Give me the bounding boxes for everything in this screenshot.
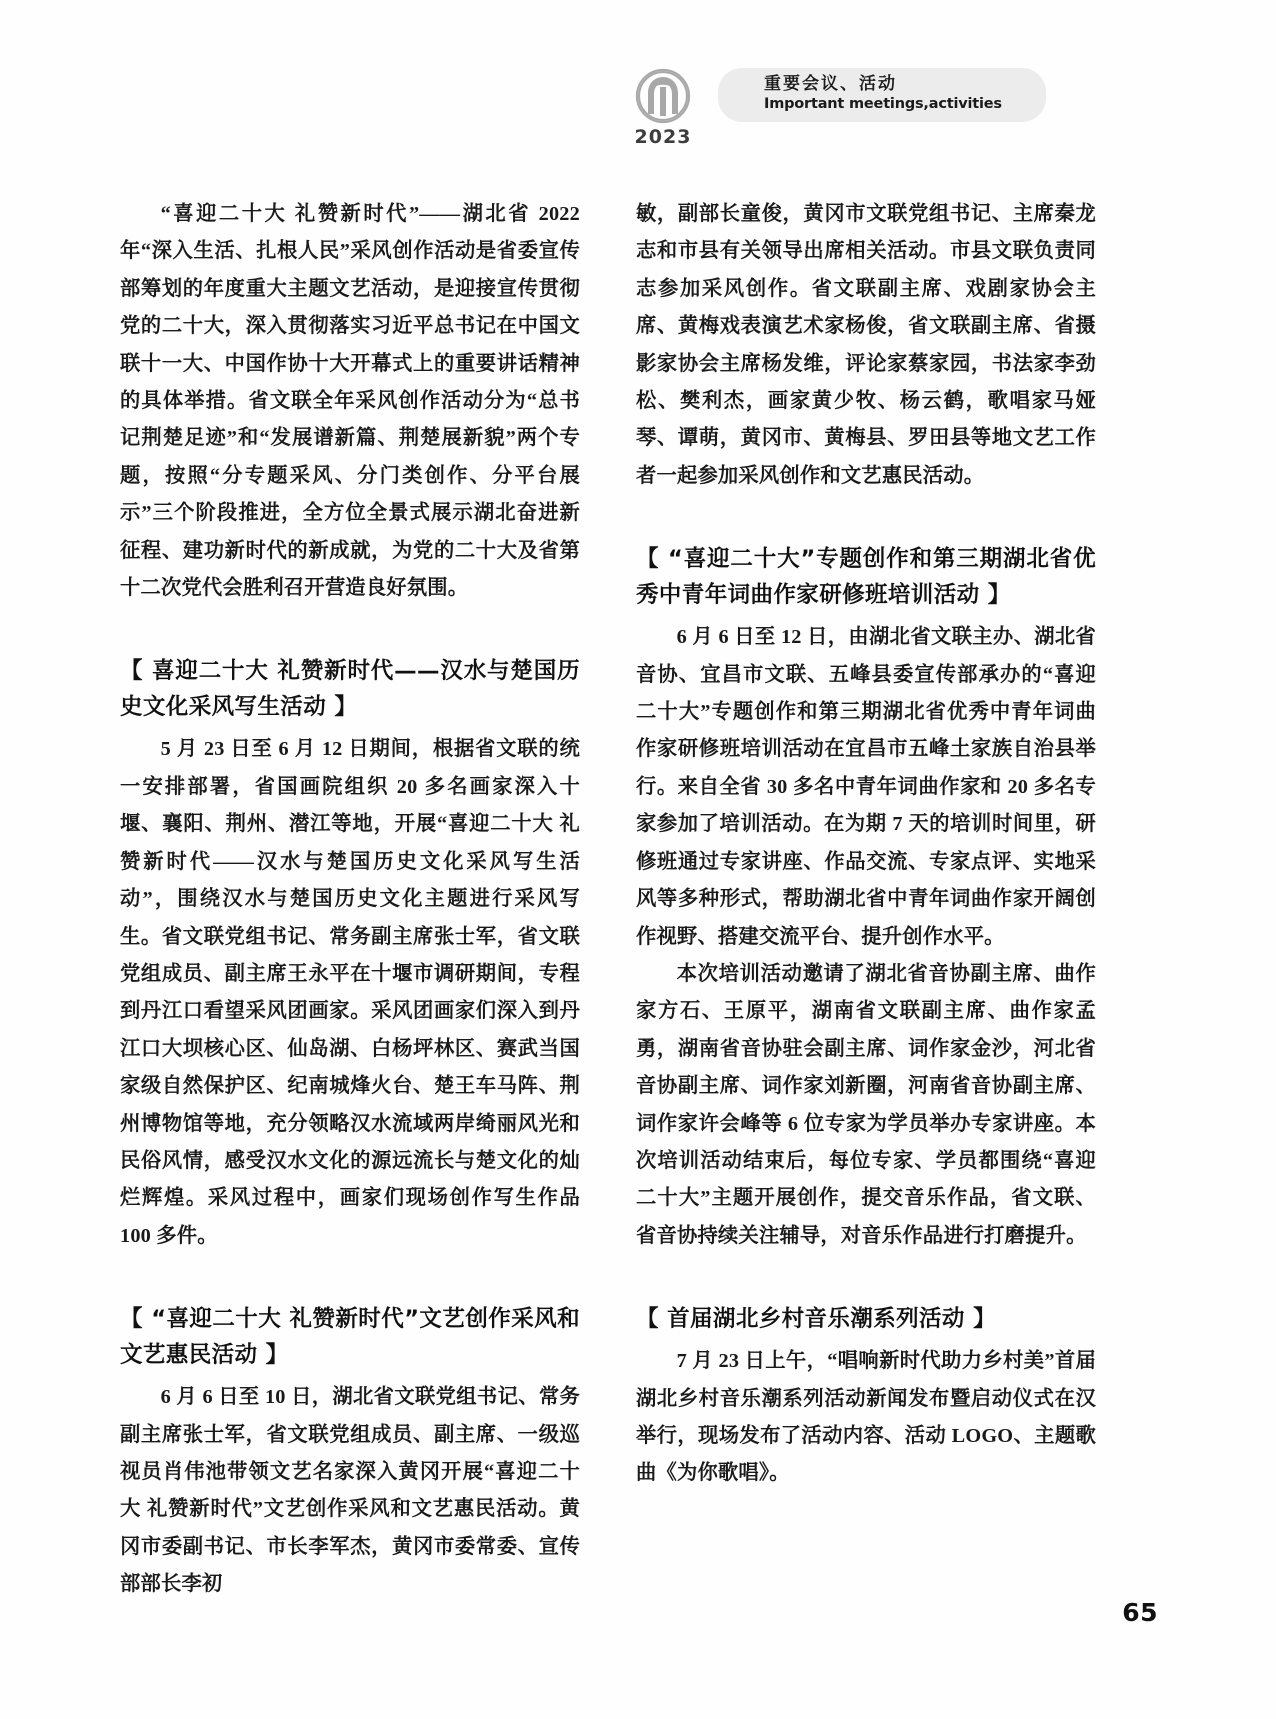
header-logo [618,68,714,148]
section-spacer [120,607,580,653]
header-title-cn: 重要会议、活动 [764,73,897,94]
intro-paragraph: “喜迎二十大 礼赞新时代”——湖北省 2022 年“深入生活、扎根人民”采风创作活动是省委宣传部筹划的年度重大主题文艺活动，是迎接宣传贯彻党的二十大，深入贯彻落实习近平总书记在中国文联十一大、中国作协十大开幕式上的重要讲话精神的具体举措。省文联全年采风创作活动分为“总书记荆楚足迹”和“发展谱新篇、荆楚展新貌”两个专题，按照“分专题采风、分门类创作、分平台展示”三个阶段推进，全方位全景式展示湖北奋进新征程、建功新时代的新成就，为党的二十大及省第十二次党代会胜利召开营造良好氛围。 [120,203,580,600]
wenyi-chuangzuo-continued: 敏，副部长童俊，黄冈市文联党组书记、主席秦龙志和市县有关领导出席相关活动。市县文联负责同志参加采风创作。省文联副主席、戏剧家协会主席、黄梅戏表演艺术家杨俊，省文联副主席、省摄影家协会主席杨发维，评论家蔡家园，书法家李劲松、樊利杰，画家黄少牧、杨云鹤，歌唱家马娅琴、谭萌，黄冈市、黄梅县、罗田县等地文艺工作者一起参加采风创作和文艺惠民活动。 [636,203,1096,487]
right-column [636,196,1096,1604]
section-spacer [636,1255,1096,1301]
section-spacer [120,1255,580,1301]
cique-yanxiuban-paragraph-2: 本次培训活动邀请了湖北省音协副主席、曲作家方石、王原平，湖南省文联副主席、曲作家孟勇，湖南省音协驻会副主席、词作家金沙，河北省音协副主席、词作家刘新圈，河南省音协副主席、词作家许会峰等 6 位专家为学员举办专家讲座。本次培训活动结束后，每位专家、学员都围绕“喜迎二十大”主题开展创作，提交音乐作品，省文联、省音协持续关注辅导，对音乐作品进行打磨提升。 [636,962,1096,1247]
header-logo-year: 2023 [634,126,692,148]
wenyi-chuangzuo-paragraph: 6 月 6 日至 10 日，湖北省文联党组书记、常务副主席张士军，省文联党组成员、副主席、一级巡视员肖伟池带领文艺名家深入黄冈开展“喜迎二十大 礼赞新时代”文艺创作采风和文艺惠民活动。黄冈市委副书记、市长李军杰，黄冈市委常委、宣传部部长李初 [120,1386,580,1596]
page-number: 65 [1122,1598,1158,1627]
header-title-plate [718,68,1046,122]
section-heading-xiangcun-yinyuechao: 【 首届湖北乡村音乐潮系列活动 】 [636,1306,996,1333]
body-columns [120,196,1156,1604]
header-title-en: Important meetings,activities [764,96,1002,113]
section-spacer [636,495,1096,541]
wuhan-federation-emblem-icon [632,68,694,124]
page-running-header [618,68,1218,146]
section-heading-wenyi-chuangzuo: 【 “喜迎二十大 礼赞新时代”文艺创作采风和文艺惠民活动 】 [120,1306,580,1369]
left-column [120,196,580,1604]
xiangcun-yinyuechao-paragraph: 7 月 23 日上午，“唱响新时代助力乡村美”首届湖北乡村音乐潮系列活动新闻发布暨启动仪式在汉举行，现场发布了活动内容、活动 LOGO、主题歌曲《为你歌唱》。 [636,1350,1096,1485]
section-heading-hanshui: 【 喜迎二十大 礼赞新时代——汉水与楚国历史文化采风写生活动 】 [120,658,580,721]
section-heading-cique-yanxiuban: 【 “喜迎二十大”专题创作和第三期湖北省优秀中青年词曲作家研修班培训活动 】 [636,546,1096,609]
cique-yanxiuban-paragraph-1: 6 月 6 日至 12 日，由湖北省文联主办、湖北省音协、宜昌市文联、五峰县委宣传部承办的“喜迎二十大”专题创作和第三期湖北省优秀中青年词曲作家研修班培训活动在宜昌市五峰土家族自治县举行。来自全省 30 多名中青年词曲作家和 20 多名专家参加了培训活动。在为期 7 天的培训时间里，研修班通过专家讲座、作品交流、专家点评、实地采风等多种形式，帮助湖北省中青年词曲作家开阔创作视野、搭建交流平台、提升创作水平。 [636,626,1096,948]
hanshui-paragraph: 5 月 23 日至 6 月 12 日期间，根据省文联的统一安排部署，省国画院组织 20 多名画家深入十堰、襄阳、荆州、潜江等地，开展“喜迎二十大 礼赞新时代——汉水与楚国历史文化采风写生活动”，围绕汉水与楚国历史文化主题进行采风写生。省文联党组书记、常务副主席张士军，省文联党组成员、副主席王永平在十堰市调研期间，专程到丹江口看望采风团画家。采风团画家们深入到丹江口大坝核心区、仙岛湖、白杨坪林区、赛武当国家级自然保护区、纪南城烽火台、楚王车马阵、荆州博物馆等地，充分领略汉水流域两岸绮丽风光和民俗风情，感受汉水文化的源远流长与楚文化的灿烂辉煌。采风过程中，画家们现场创作写生作品 100 多件。 [120,738,580,1247]
